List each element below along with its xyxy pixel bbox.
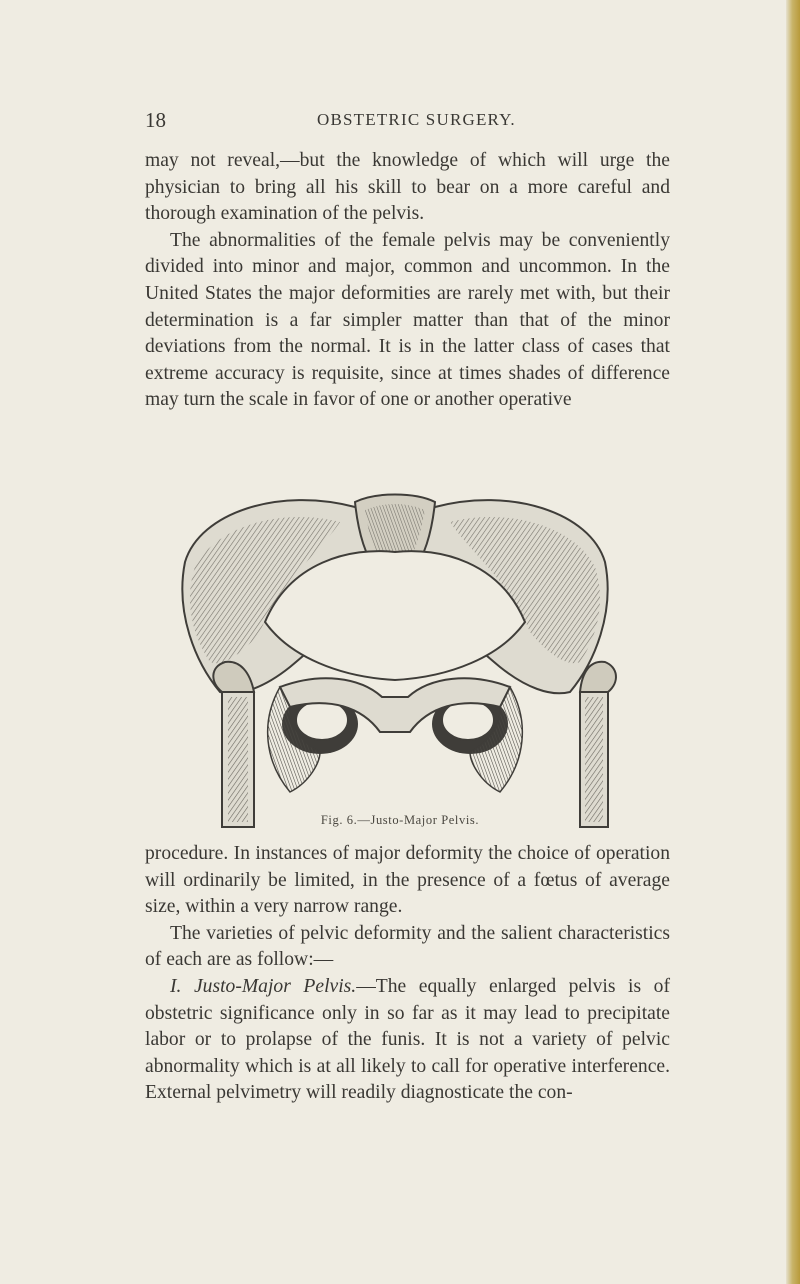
paragraph-continued: may not reveal,—but the knowledge of which will urge the physician to bring all his skill to bear on a more careful and thorough examination of the pelvis. [145,150,670,225]
paragraph-abnormalities: The abnormalities of the female pelvis may be conveniently divided into minor and major, common and uncommon. In the United States the major deformities are rarely met with, but their determination is a far simpler matter than that of the minor deviations from the normal. It is in the latter class of cases that extreme accuracy is requisite, since at times shades of difference may turn the scale in favor of one or another operative [145,229,670,411]
section-body: —The equally enlarged pelvis is of obstetric significance only in so far as it may lead to precipitate labor or to prolapse of the funis. It is not a variety of pelvic abnormality which is at all likely to call for operative interference. External pelvimetry will readily diagnosticate the con- [145,975,670,1104]
page-number: 18 [145,108,166,132]
section-label: I. Justo-Major Pelvis. [170,975,357,997]
text-block-bottom [145,841,670,1107]
paragraph-justo-major [145,974,670,1107]
text-block-top [145,148,670,414]
running-head: OBSTETRIC SURGERY. [317,110,516,129]
figure-caption: Fig. 6.—Justo-Major Pelvis. [320,813,480,827]
pelvis-illustration [170,492,620,832]
paragraph-varieties: The varieties of pelvic deformity and the salient characteristics of each are as follow:— [145,922,670,971]
pelvis-drawing [170,492,620,832]
page-edge [786,0,800,1284]
paragraph-procedure: procedure. In instances of major deformity the choice of operation will ordinarily be limited, in the presence of a fœtus of average size, within a very narrow range. [145,843,670,918]
